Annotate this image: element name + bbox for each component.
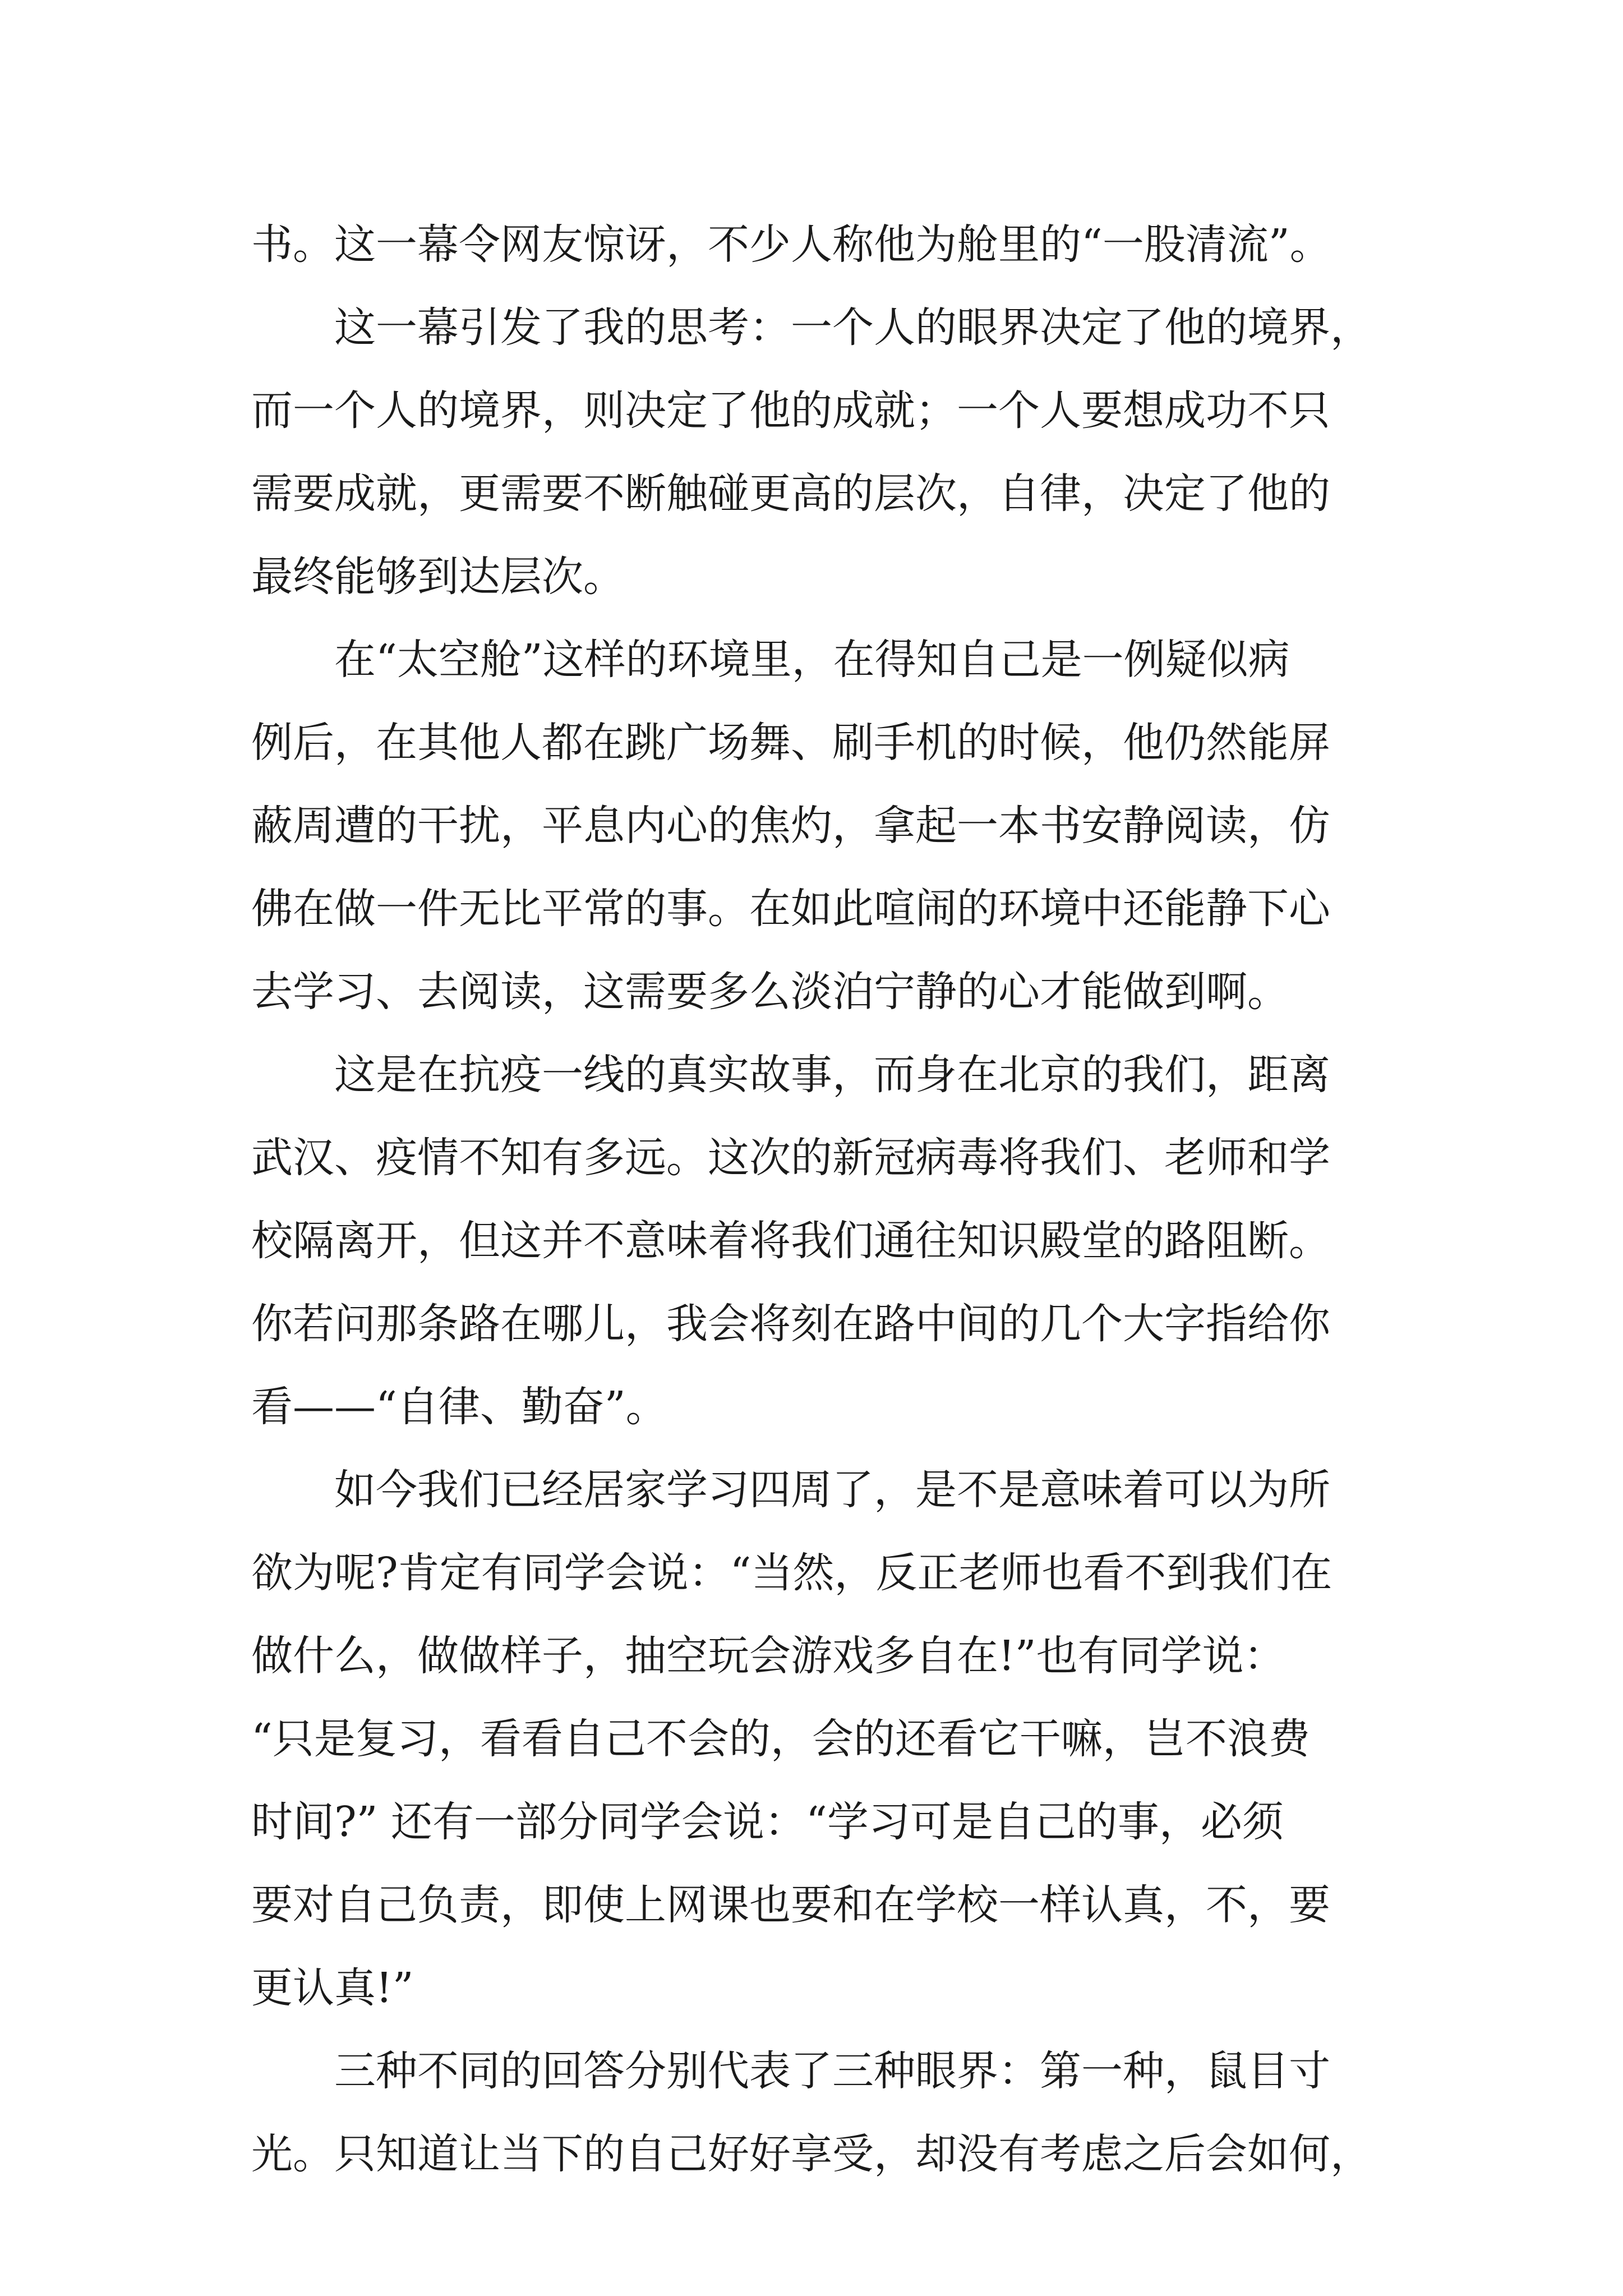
text-line: 你若问那条路在哪儿，我会将刻在路中间的几个大字指给你 <box>251 1300 1330 1348</box>
text-line: 要对自己负责，即使上网课也要和在学校一样认真，不，要 <box>251 1881 1330 1929</box>
text-line: 武汉、疫情不知有多远。这次的新冠病毒将我们、老师和学 <box>251 1134 1330 1182</box>
text-line: 这一幕引发了我的思考：一个人的眼界决定了他的境界， <box>334 303 1372 352</box>
text-line: 最终能够到达层次。 <box>251 553 625 601</box>
text-line: 三种不同的回答分别代表了三种眼界：第一种，鼠目寸 <box>334 2047 1330 2095</box>
text-line: 更认真!” <box>251 1964 414 2012</box>
text-line: 在“太空舱”这样的环境里，在得知自己是一例疑似病 <box>334 636 1290 684</box>
text-line: 校隔离开，但这并不意味着将我们通往知识殿堂的路阻断。 <box>251 1217 1330 1265</box>
text-line: 欲为呢?肯定有同学会说：“当然，反正老师也看不到我们在 <box>251 1549 1332 1597</box>
text-line: 例后，在其他人都在跳广场舞、刷手机的时候，他仍然能屏 <box>251 719 1330 767</box>
text-line: 去学习、去阅读，这需要多么淡泊宁静的心才能做到啊。 <box>251 968 1289 1016</box>
text-line: 而一个人的境界，则决定了他的成就；一个人要想成功不只 <box>251 386 1330 435</box>
text-line: 蔽周遭的干扰，平息内心的焦灼，拿起一本书安静阅读，仿 <box>251 802 1330 850</box>
text-line: 看——“自律、勤奋”。 <box>251 1383 667 1431</box>
document-body <box>251 203 1418 2196</box>
text-line: 佛在做一件无比平常的事。在如此喧闹的环境中还能静下心 <box>251 885 1330 933</box>
text-line: 需要成就，更需要不断触碰更高的层次，自律，决定了他的 <box>251 470 1330 518</box>
text-line: 光。只知道让当下的自己好好享受，却没有考虑之后会如何， <box>251 2130 1372 2178</box>
text-line: 如今我们已经居家学习四周了，是不是意味着可以为所 <box>334 1466 1330 1514</box>
text-line: “只是复习，看看自己不会的，会的还看它干嘛，岂不浪费 <box>251 1715 1310 1763</box>
text-line: 时间?” 还有一部分同学会说：“学习可是自己的事，必须 <box>251 1798 1284 1846</box>
text-line: 做什么，做做样子，抽空玩会游戏多自在!”也有同学说： <box>251 1632 1285 1680</box>
text-line: 书。这一幕令网友惊讶，不少人称他为舱里的“一股清流”。 <box>251 220 1331 269</box>
text-line: 这是在抗疫一线的真实故事，而身在北京的我们，距离 <box>334 1051 1330 1099</box>
